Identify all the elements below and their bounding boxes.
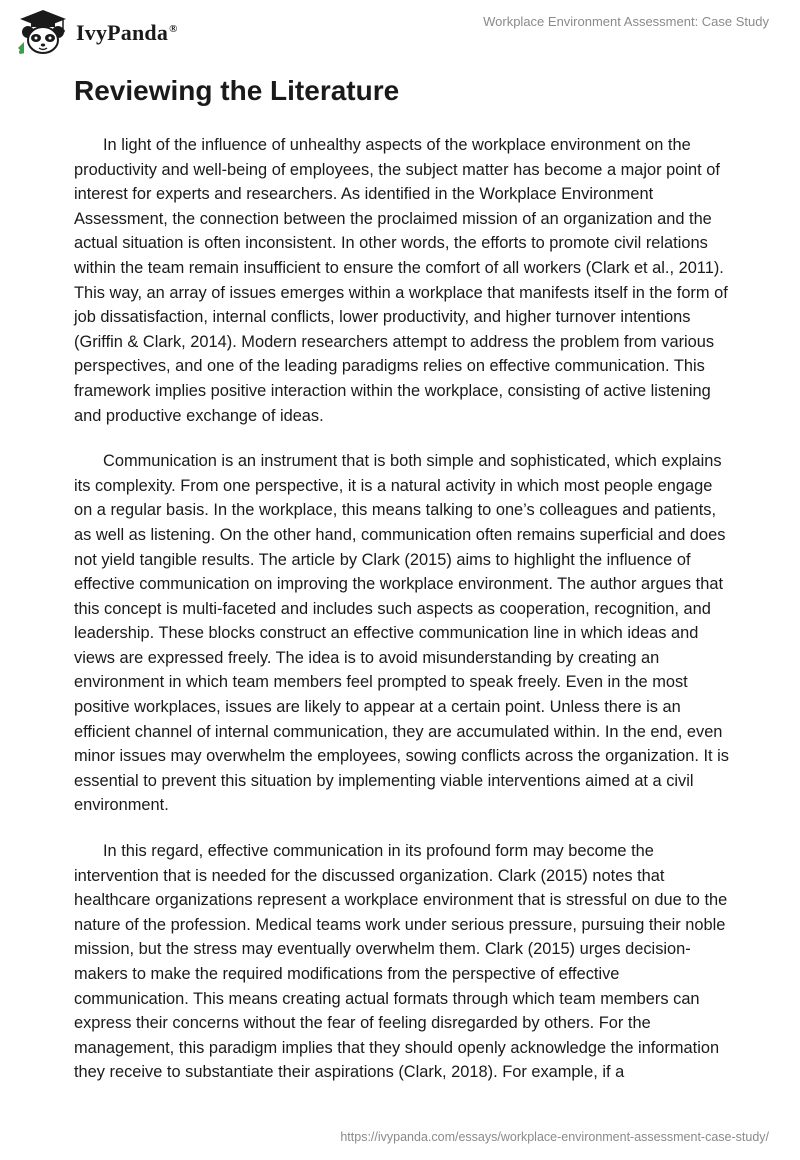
document-title: Workplace Environment Assessment: Case Study bbox=[483, 14, 769, 29]
source-url[interactable]: https://ivypanda.com/essays/workplace-environment-assessment-case-study/ bbox=[340, 1130, 769, 1144]
brand-name bbox=[76, 20, 178, 46]
page-header bbox=[0, 0, 800, 60]
registered-mark: ® bbox=[169, 22, 178, 35]
paragraph-3: In this regard, effective communication in its profound form may become the intervention that is needed for the discussed organization. Clark (2015) notes that healthcare organizations represent a workplace environment that is stressful on due to the nature of the profession. Medical teams work under serious pressure, pursuing their noble mission, but the stress may eventually overwhelm them. Clark (2015) urges decision-makers to make the required modifications from the perspective of effective communication. This means creating actual formats through which team members can express their concerns without the fear of feeling disregarded by others. For the management, this paradigm implies that they should openly acknowledge the information they receive to substantiate their aspirations (Clark, 2018). For example, if a bbox=[74, 842, 728, 1082]
paragraph-1: In light of the influence of unhealthy aspects of the workplace environment on the productivity and well-being of employees, the subject matter has become a major point of interest for experts and researchers. As identified in the Workplace Environment Assessment, the connection between the proclaimed mission of an organization and the actual situation is often inconsistent. In other words, the efforts to promote civil relations within the team remain insufficient to ensure the comfort of all workers (Clark et al., 2011). This way, an array of issues emerges within a workplace that manifests itself in the form of job dissatisfaction, internal conflicts, lower productivity, and higher turnover intentions (Griffin & Clark, 2014). Modern researchers attempt to address the problem from various perspectives, and one of the leading paradigms relies on effective communication. This framework implies positive interaction within the workplace, consisting of active listening and productive exchange of ideas. bbox=[74, 136, 728, 425]
panda-graduate-icon bbox=[14, 8, 72, 56]
section-heading: Reviewing the Literature bbox=[74, 75, 400, 106]
brand-name-text: IvyPanda bbox=[76, 20, 169, 45]
article-content bbox=[74, 70, 734, 1106]
paragraph-2: Communication is an instrument that is both simple and sophisticated, which explains its complexity. From one perspective, it is a natural activity in which most people engage on a regular basis. In the workplace, this means talking to one’s colleagues and patients, as well as listening. On the other hand, communication often remains superficial and does not yield tangible results. The article by Clark (2015) aims to highlight the influence of effective communication on improving the workplace environment. The author argues that this concept is multi-faceted and includes such aspects as cooperation, recognition, and leadership. These blocks construct an effective communication line in which ideas and views are expressed freely. The idea is to avoid misunderstanding by creating an environment in which team members feel prompted to speak freely. Even in the most positive workplaces, issues are likely to appear at a certain point. Unless there is an efficient channel of internal communication, they are accumulated within. In the end, even minor issues may overwhelm the employees, sowing conflicts across the organization. It is essential to prevent this situation by implementing viable interventions aimed at a civil environment. bbox=[74, 452, 729, 815]
brand-logo[interactable] bbox=[14, 8, 178, 56]
